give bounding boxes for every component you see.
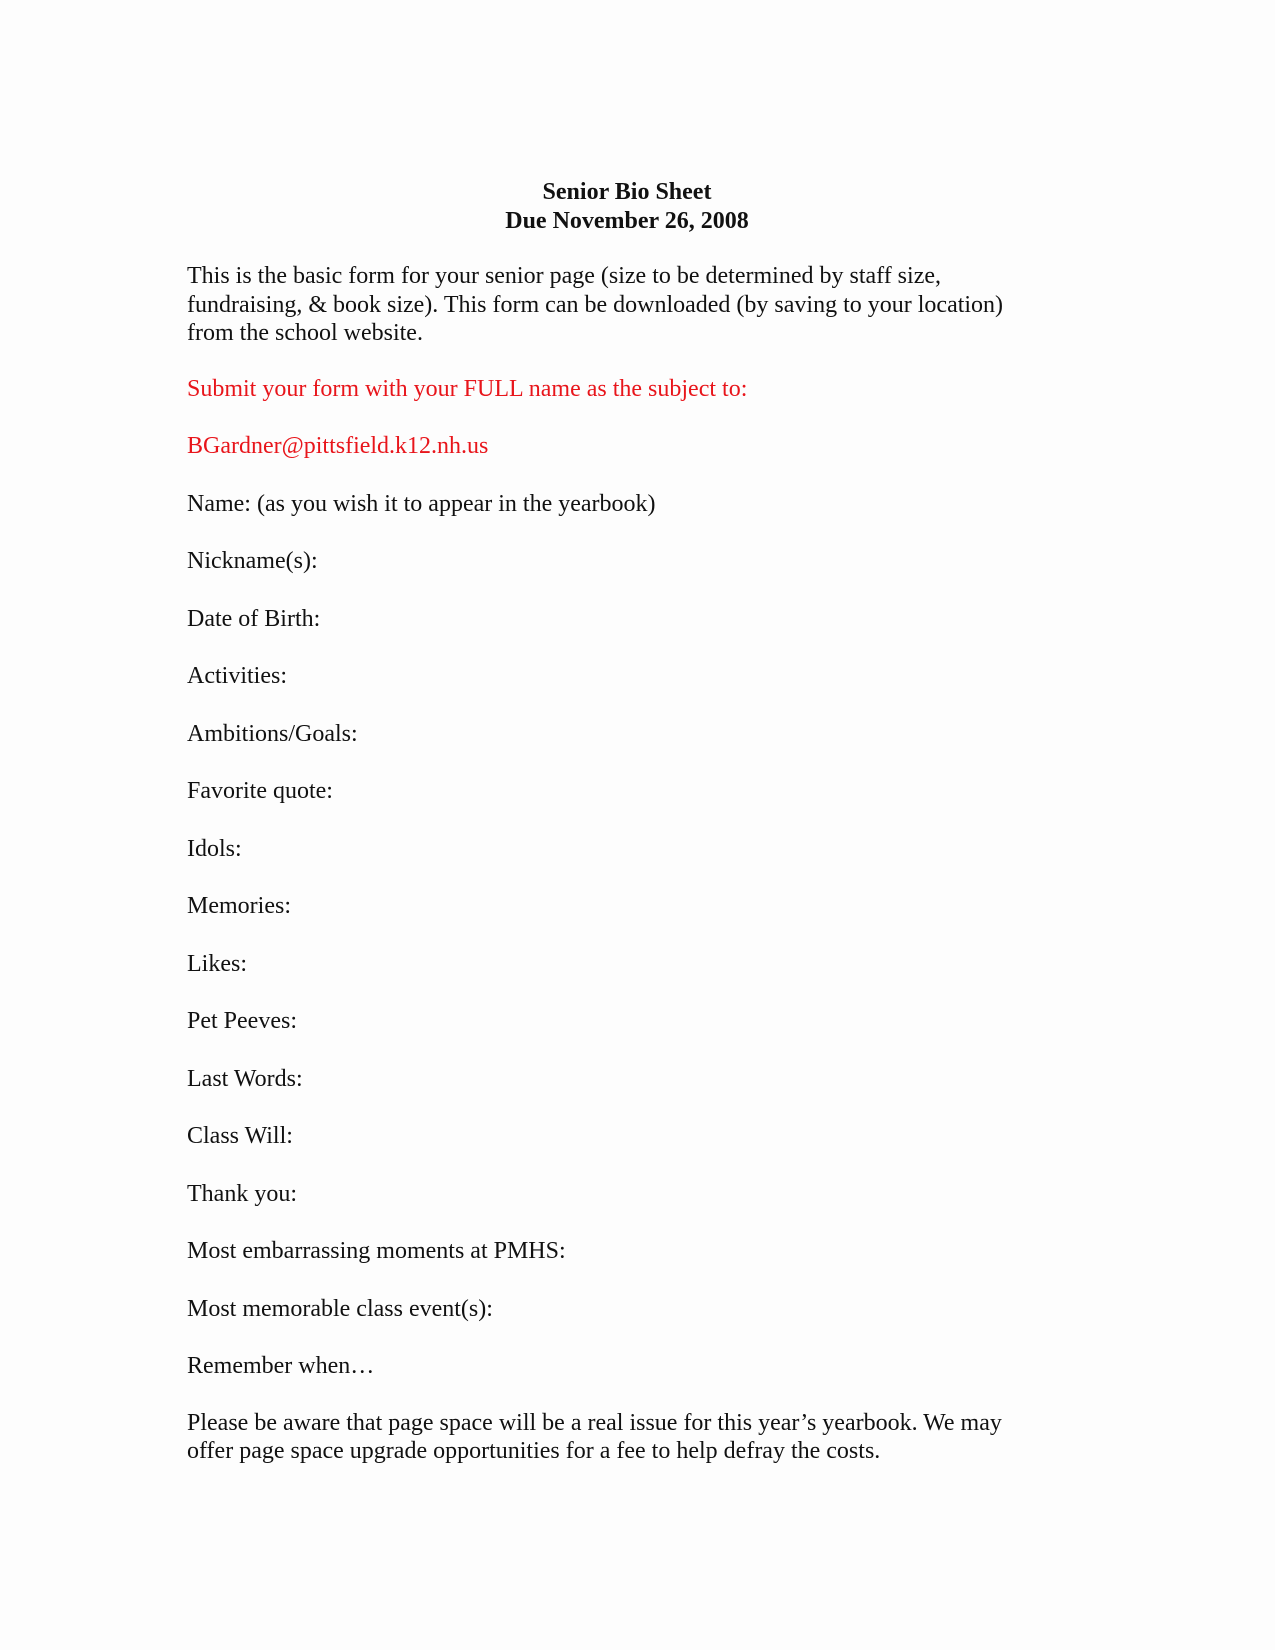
- form-field-list: [187, 490, 1067, 1381]
- field-memorable-events: Most memorable class event(s):: [187, 1295, 493, 1322]
- notice-line-1: Please be aware that page space will be a real issue for this year’s yearbook. We may: [187, 1409, 1002, 1436]
- field-pet-peeves: Pet Peeves:: [187, 1008, 297, 1034]
- field-idols: Idols:: [187, 835, 242, 862]
- intro-line-2: fundraising, & book size). This form can be downloaded (by saving to your location): [187, 291, 1004, 318]
- intro-line-1: This is the basic form for your senior page (size to be determined by staff size,: [187, 263, 941, 289]
- due-date: Due November 26, 2008: [505, 208, 749, 234]
- field-embarrassing-moments: Most embarrassing moments at PMHS:: [187, 1238, 566, 1264]
- intro-paragraph: [187, 262, 1067, 348]
- field-activities: Activities:: [187, 663, 287, 689]
- field-memories: Memories:: [187, 893, 291, 919]
- field-remember-when: Remember when…: [187, 1353, 375, 1379]
- submission-email: BGardner@pittsfield.k12.nh.us: [187, 432, 489, 459]
- document-page: [187, 178, 1067, 1466]
- field-nicknames: Nickname(s):: [187, 548, 318, 574]
- document-title: Senior Bio Sheet: [542, 179, 712, 205]
- field-class-will: Class Will:: [187, 1123, 293, 1149]
- notice-line-2: offer page space upgrade opportunities for a fee to help defray the costs.: [187, 1438, 881, 1464]
- field-name: Name: (as you wish it to appear in the yearbook): [187, 490, 656, 517]
- intro-line-3: from the school website.: [187, 320, 423, 346]
- field-thank-you: Thank you:: [187, 1180, 297, 1207]
- field-last-words: Last Words:: [187, 1065, 303, 1092]
- field-favorite-quote: Favorite quote:: [187, 778, 333, 804]
- field-likes: Likes:: [187, 950, 247, 977]
- field-ambitions-goals: Ambitions/Goals:: [187, 720, 358, 747]
- field-date-of-birth: Date of Birth:: [187, 605, 321, 632]
- submission-instruction: Submit your form with your FULL name as the subject to:: [187, 375, 748, 402]
- page-space-notice: [187, 1409, 1067, 1466]
